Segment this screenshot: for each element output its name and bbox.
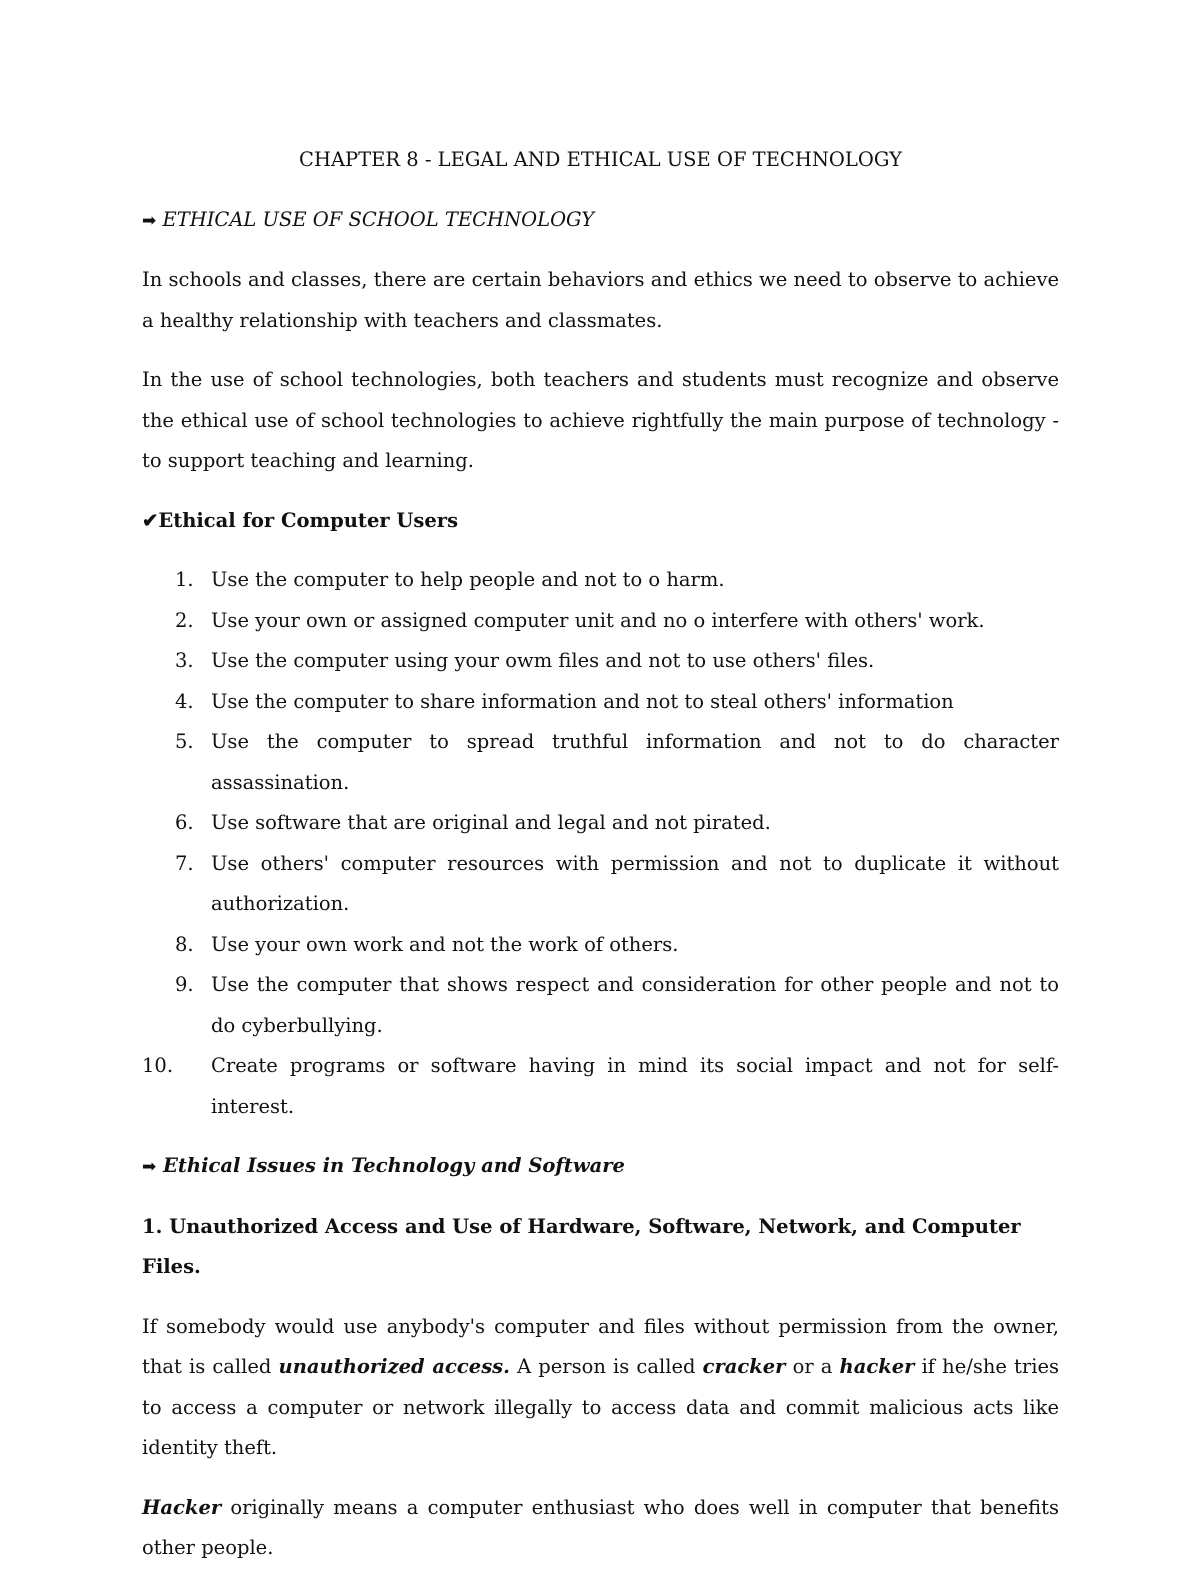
list-item-text: Use the computer to share information and not to steal others' information <box>211 689 954 713</box>
term-hacker: hacker <box>839 1355 915 1378</box>
list-item-number: 7. <box>175 851 194 875</box>
chapter-title: CHAPTER 8 - LEGAL AND ETHICAL USE OF TECHNOLOGY <box>299 148 902 171</box>
list-item-text: Use your own or assigned computer unit and no o interfere with others' work. <box>211 608 985 632</box>
paragraph-text: If somebody would use anybody's computer and files without permission from the owner, that is called <box>142 1314 1059 1378</box>
list-item-number: 8. <box>175 932 194 956</box>
checklist-heading-text: Ethical for Computer Users <box>158 508 459 532</box>
term-unauthorized-access: unauthorized access. <box>278 1355 510 1378</box>
list-item-text: Use the computer using your owm files and not to use others' files. <box>211 649 875 672</box>
paragraph-text: if he/she tries to access a computer or network illegally to access data and commit malicious acts like identity theft. <box>142 1355 1059 1459</box>
list-item-text: Use the computer to spread truthful information and not to do character assassination. <box>211 730 1059 794</box>
right-arrow-icon: ➡ <box>142 210 157 231</box>
list-item-text: Create programs or software having in mind its social impact and not for self-interest. <box>211 1054 1059 1118</box>
list-item <box>142 965 1059 1046</box>
list-item <box>142 601 1059 642</box>
list-item-text: Use the computer that shows respect and consideration for other people and not to do cyberbullying. <box>211 973 1059 1037</box>
list-item <box>142 925 1059 966</box>
list-item-number: 1. <box>175 568 194 591</box>
hacker-definition-paragraph <box>142 1488 1059 1569</box>
ethics-rules-list <box>142 560 1059 1127</box>
term-cracker: cracker <box>702 1355 786 1378</box>
intro-paragraph-1: In schools and classes, there are certain behaviors and ethics we need to observe to achieve a healthy relationship with teachers and classmates. <box>142 268 1059 332</box>
term-hacker: Hacker <box>142 1495 222 1519</box>
subheading-unauthorized-access: 1. Unauthorized Access and Use of Hardware, Software, Network, and Computer Files. <box>142 1214 1021 1278</box>
list-item <box>142 844 1059 925</box>
list-item-number: 10. <box>142 1054 174 1077</box>
checklist-heading <box>142 501 1059 542</box>
list-item <box>142 803 1059 844</box>
document-page <box>142 140 1059 1588</box>
unauthorized-access-paragraph <box>142 1307 1059 1469</box>
list-item-number: 5. <box>175 730 194 753</box>
list-item <box>142 560 1059 601</box>
list-item <box>142 682 1059 723</box>
list-item-number: 4. <box>175 689 194 713</box>
intro-paragraph-2: In the use of school technologies, both teachers and students must recognize and observe the ethical use of school technologies to achieve rightfully the main purpose of technology - to support teaching and learning. <box>142 368 1059 472</box>
list-item-text: Use software that are original and legal and not pirated. <box>211 811 771 834</box>
paragraph-text: or a <box>785 1355 840 1378</box>
checkmark-icon: ✔ <box>142 508 159 532</box>
list-item-text: Use your own work and not the work of others. <box>211 932 679 956</box>
section-heading-ethical-issues <box>142 1146 1059 1188</box>
list-item-text: Use the computer to help people and not to o harm. <box>211 568 725 591</box>
list-item-number: 2. <box>175 608 194 632</box>
list-item <box>142 641 1059 682</box>
section-heading-school-technology <box>142 200 1059 242</box>
list-item-number: 9. <box>175 973 194 996</box>
list-item <box>142 722 1059 803</box>
right-arrow-icon: ➡ <box>142 1157 157 1177</box>
list-item-text: Use others' computer resources with permission and not to duplicate it without authorization. <box>211 851 1059 915</box>
paragraph-text: A person is called <box>509 1355 703 1378</box>
section-heading-text: ETHICAL USE OF SCHOOL TECHNOLOGY <box>162 207 595 231</box>
list-item-number: 6. <box>175 811 194 834</box>
paragraph-text: originally means a computer enthusiast who does well in computer that benefits other people. <box>142 1495 1059 1559</box>
list-item-number: 3. <box>175 649 194 672</box>
section-heading-text: Ethical Issues in Technology and Software <box>163 1154 625 1177</box>
list-item <box>142 1046 1059 1127</box>
